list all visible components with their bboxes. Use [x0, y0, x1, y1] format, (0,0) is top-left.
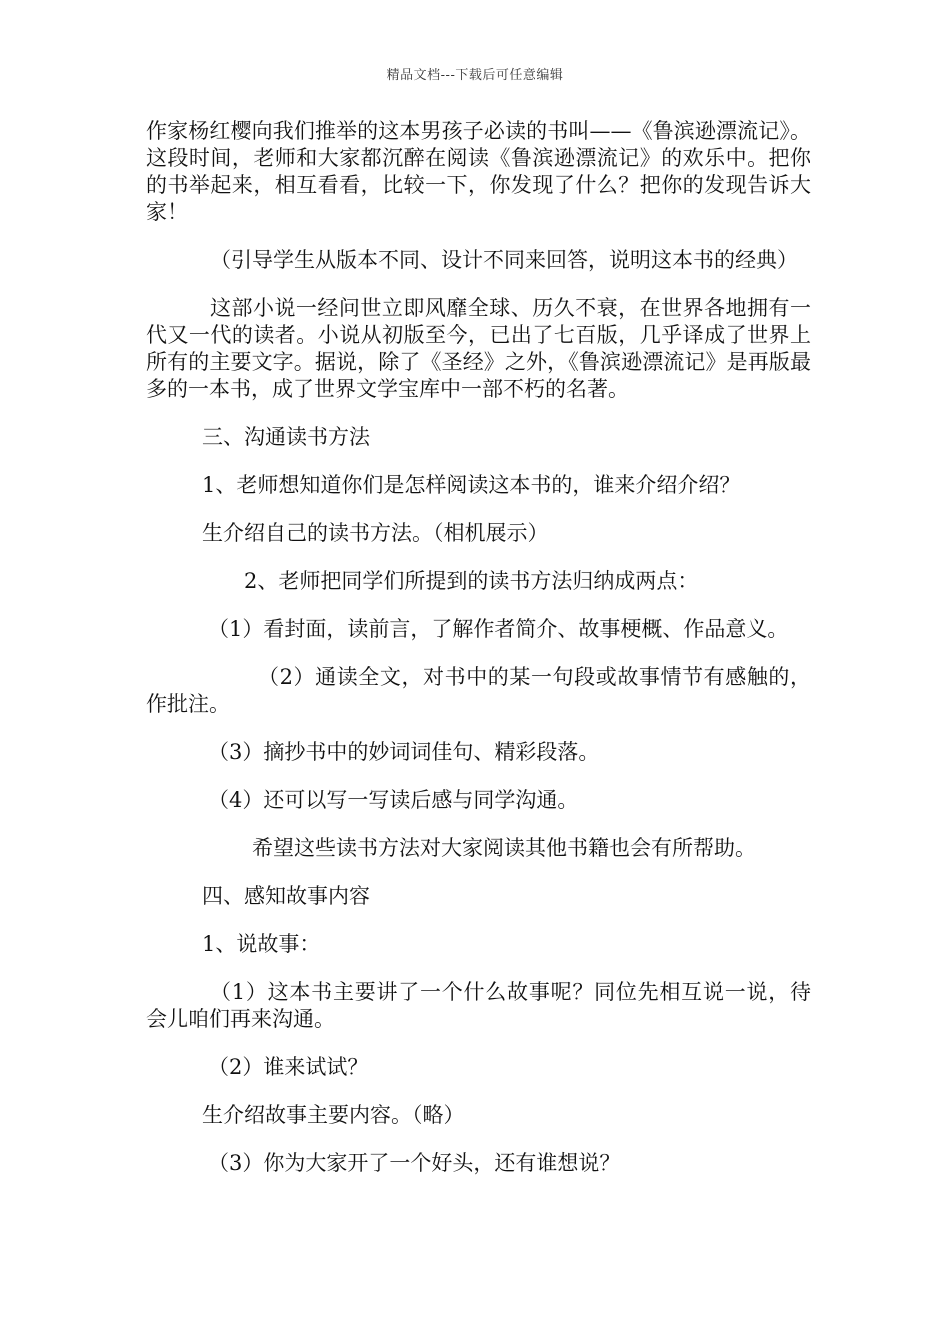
paragraph-question-1: 1、老师想知道你们是怎样阅读这本书的，谁来介绍介绍？ — [202, 473, 741, 497]
list-item-story-3: （3）你为大家开了一个好头，还有谁想说？ — [208, 1151, 621, 1175]
page-header: 精品文档---下载后可任意编辑 — [386, 68, 564, 83]
list-item-story-2: （2）谁来试试？ — [208, 1055, 369, 1079]
paragraph-student-story: 生介绍故事主要内容。（略） — [202, 1103, 465, 1127]
paragraph-guide-note: （引导学生从版本不同、设计不同来回答，说明这本书的经典） — [210, 248, 798, 272]
list-item-3: （3）摘抄书中的妙词词佳句、精彩段落。 — [208, 740, 600, 764]
paragraph-novel-fame: 这部小说一经问世立即风靡全球、历久不衰，在世界各地拥有一代又一代的读者。小说从初版至今，已出了七百版，几乎译成了世界上所有的主要文字。据说，除了《圣经》之外，《鲁滨逊漂流记》是再版最多的一本书，成了世界文学宝库中一部不朽的名著。 — [146, 296, 811, 401]
list-item-1: （1）看封面，读前言，了解作者简介、故事梗概、作品意义。 — [208, 617, 789, 641]
list-item-2: （2）通读全文，对书中的某一句段或故事情节有感触的，作批注。 — [146, 665, 811, 716]
list-item-story-1: （1）这本书主要讲了一个什么故事呢？同位先相互说一说，待会儿咱们再来沟通。 — [146, 980, 811, 1031]
paragraph-intro: 作家杨红樱向我们推举的这本男孩子必读的书叫——《鲁滨逊漂流记》。这段时间，老师和大家都沉醉在阅读《鲁滨逊漂流记》的欢乐中。把你的书举起来，相互看看，比较一下，你发现了什么？把你的发现告诉大家！ — [146, 119, 811, 224]
list-item-4: （4）还可以写一写读后感与同学沟通。 — [208, 788, 579, 812]
document-body — [146, 118, 811, 1177]
paragraph-summary-2: 2、老师把同学们所提到的读书方法归纳成两点： — [244, 569, 699, 593]
paragraph-student-method: 生介绍自己的读书方法。（相机展示） — [202, 521, 549, 545]
section-heading-3: 三、沟通读书方法 — [202, 425, 370, 449]
section-heading-4: 四、感知故事内容 — [202, 884, 370, 908]
paragraph-hope: 希望这些读书方法对大家阅读其他书籍也会有所帮助。 — [252, 836, 756, 860]
paragraph-tell-story: 1、说故事： — [202, 932, 321, 956]
